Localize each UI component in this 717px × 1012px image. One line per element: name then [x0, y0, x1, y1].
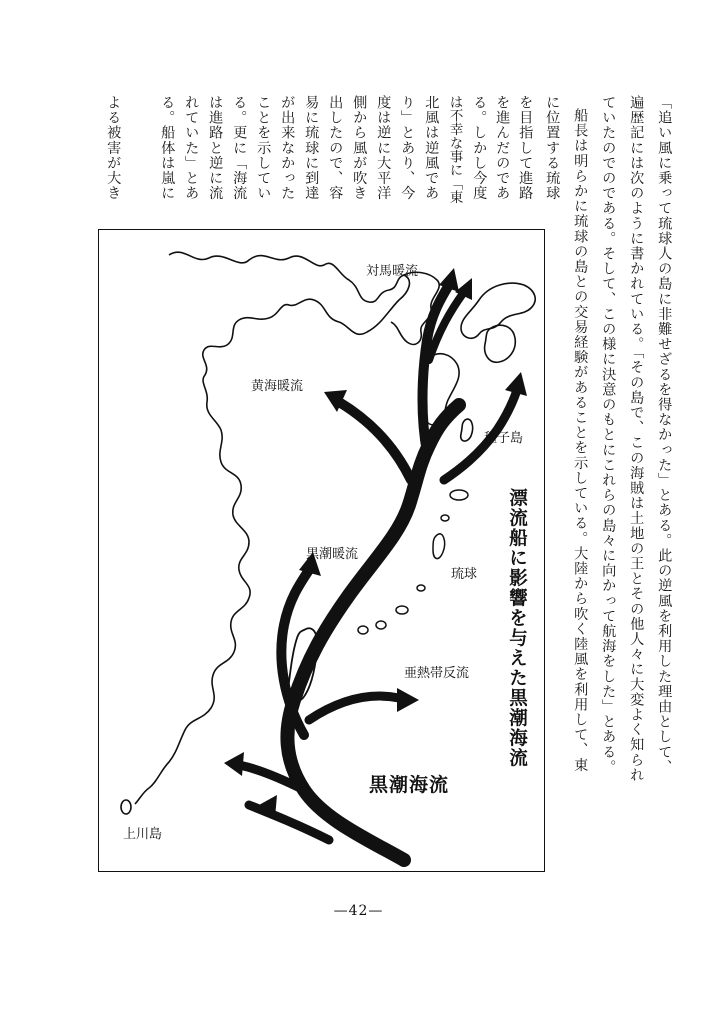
- ryukyu-island: [358, 626, 368, 634]
- text-column: は進路と逆に流: [207, 95, 224, 201]
- label-tsushima-current: 対馬暖流: [366, 264, 419, 279]
- text-column: 「追い風に乗って琉球人の島に非難せざるを得なかった」とある。此の逆風を利用した理由として、: [656, 95, 673, 775]
- label-kamikawa-island: 上川島: [123, 827, 163, 842]
- mainland-coastline: [135, 252, 409, 804]
- ryukyu-island: [396, 606, 408, 614]
- ryukyu-island: [450, 490, 468, 500]
- current-map-figure: [98, 229, 545, 872]
- kamikawa-island: [121, 800, 131, 814]
- tanegashima-island: [461, 419, 473, 441]
- text-column: が出来なかった: [279, 95, 296, 201]
- text-column: 側から風が吹き: [351, 95, 368, 201]
- text-column: ていたのでのである。そして、この様に決意のもとにこれらの島々に向かって航海をした」とある。: [600, 95, 617, 775]
- text-column: ことを示してい: [255, 95, 272, 201]
- text-column: る。しかし今度: [471, 95, 488, 201]
- text-column: は不幸な事に「東: [446, 95, 463, 204]
- text-column: 易に琉球に到達: [303, 95, 320, 201]
- text-column: 船長は明らかに琉球の島との交易経験があることを示している。大陸から吹く陸風を利用して、東: [572, 108, 589, 773]
- page-number: —42—: [333, 903, 384, 919]
- ryukyu-island: [376, 621, 386, 629]
- ryukyu-island: [417, 585, 425, 591]
- text-column: り」とあり、今: [399, 95, 416, 201]
- arrow-west: [224, 752, 244, 776]
- label-ryukyu: 琉球: [451, 567, 478, 582]
- text-column: よる被害が大き: [105, 95, 122, 201]
- text-column: に位置する琉球: [544, 95, 561, 201]
- japan-island: [461, 283, 535, 338]
- text-column: れていた」とあ: [183, 95, 200, 201]
- text-column: 出したので、容: [327, 95, 344, 201]
- text-column: 北風は逆風であ: [423, 95, 440, 201]
- ryukyu-island: [433, 534, 445, 559]
- text-column: を目指して進路: [517, 95, 534, 201]
- kyushu-island: [485, 325, 516, 362]
- map-title: 漂流船に影響を与えた黒潮海流: [506, 488, 528, 768]
- text-column: 度は逆に大平洋: [375, 95, 392, 201]
- countercurrent-branch: [309, 696, 399, 720]
- ryukyu-island: [441, 515, 449, 521]
- label-kuroshio-warm-current: 黒潮暖流: [306, 547, 359, 562]
- label-subtropical-countercurrent: 亜熱帯反流: [404, 666, 470, 681]
- yellow-sea-branch: [339, 402, 411, 480]
- label-yellow-sea-current: 黄海暖流: [251, 379, 304, 394]
- text-column: を進んだのであ: [494, 95, 511, 201]
- label-tanegashima: 種子島: [484, 431, 524, 446]
- text-column: る。船体は嵐に: [159, 95, 176, 201]
- text-column: 遍歴記には次のように書かれている。「その島で、この海賊は土地の王とその他人々に大変よく知られ: [628, 95, 645, 783]
- arrow-countercurrent: [397, 688, 419, 712]
- label-kuroshio-current: 黒潮海流: [369, 774, 450, 796]
- arrow-tanegashima: [505, 372, 527, 396]
- text-column: る。更に「海流: [231, 95, 248, 201]
